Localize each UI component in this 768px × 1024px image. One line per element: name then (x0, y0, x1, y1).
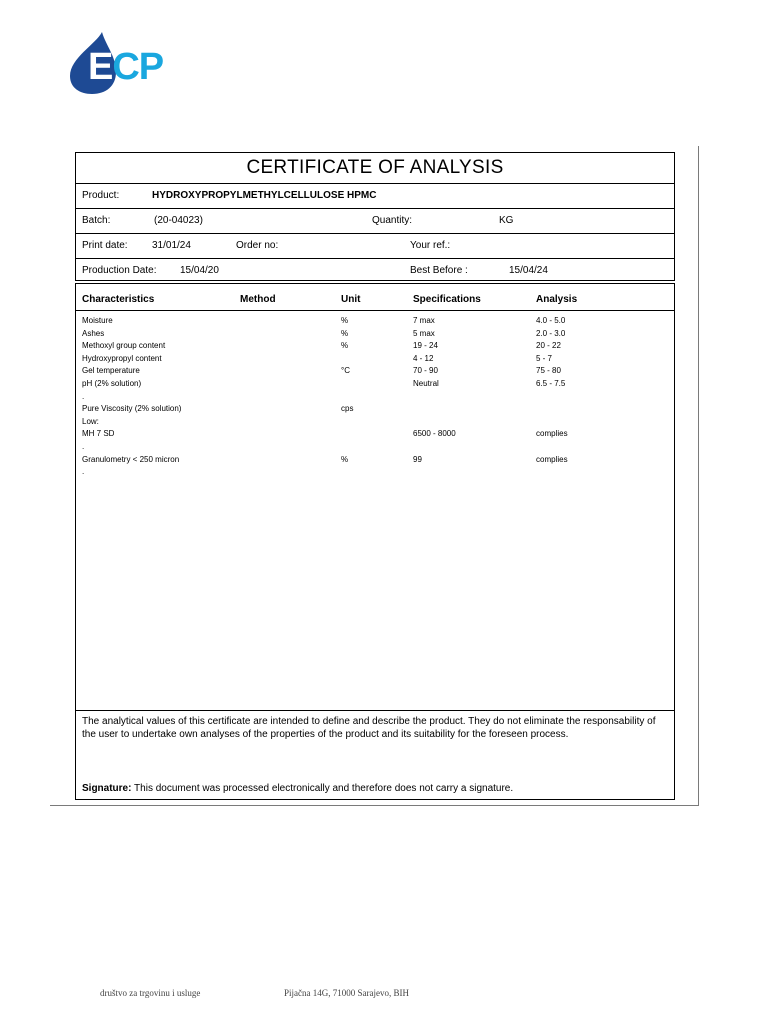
page-frame-right (698, 146, 699, 806)
cell-characteristic: . (82, 391, 85, 401)
col-header-analysis: Analysis (536, 294, 578, 305)
cell-analysis: 2.0 - 3.0 (536, 328, 566, 338)
table-row (76, 428, 674, 441)
cell-specification: 19 - 24 (413, 341, 438, 351)
cell-characteristic: . (82, 467, 85, 477)
cell-characteristic: Hydroxypropyl content (82, 353, 162, 363)
cell-analysis: 4.0 - 5.0 (536, 316, 566, 325)
cell-characteristic: . (82, 441, 85, 451)
cell-specification: 7 max (413, 316, 435, 325)
analysis-table-box (75, 283, 675, 711)
col-header-unit: Unit (341, 294, 361, 305)
order-no-label: Order no: (236, 240, 279, 251)
cell-characteristic: Ashes (82, 328, 105, 338)
certificate-title: CERTIFICATE OF ANALYSIS (76, 153, 674, 184)
cell-characteristic: Granulometry < 250 micron (82, 454, 180, 464)
cell-unit: % (341, 328, 349, 338)
best-before-label: Best Before : (410, 265, 468, 276)
cell-unit: % (341, 316, 349, 325)
logo-wordmark: ECP (88, 46, 164, 88)
cell-analysis: complies (536, 429, 568, 439)
cell-analysis: complies (536, 454, 568, 464)
table-row (76, 403, 674, 416)
cell-specification: 70 - 90 (413, 366, 438, 376)
quantity-value: KG (499, 215, 514, 226)
table-row (76, 416, 674, 429)
cell-analysis: 20 - 22 (536, 341, 561, 351)
table-row (76, 466, 674, 479)
cell-characteristic: Gel temperature (82, 366, 140, 376)
print-date-row (76, 234, 674, 259)
table-row (76, 441, 674, 454)
product-row (76, 184, 674, 209)
table-header-row (76, 284, 674, 311)
cell-analysis: 6.5 - 7.5 (536, 378, 566, 388)
batch-row (76, 209, 674, 234)
signature-label: Signature: (82, 783, 132, 794)
cell-specification: 5 max (413, 328, 435, 338)
disclaimer-text: The analytical values of this certificate are intended to define and describe the product. They do not eliminate the responsability of the user to undertake own analyses of the properties of the product and its suitability for the foreseen process. (82, 716, 656, 740)
cell-analysis: 75 - 80 (536, 366, 561, 376)
table-body (76, 311, 674, 479)
cell-specification: 99 (413, 454, 422, 464)
quantity-label: Quantity: (372, 215, 413, 226)
best-before-value: 15/04/24 (509, 265, 548, 276)
table-row (76, 315, 674, 328)
col-header-characteristics: Characteristics (82, 294, 155, 305)
cell-unit: cps (341, 404, 354, 414)
table-row (76, 454, 674, 467)
cell-analysis: 5 - 7 (536, 353, 553, 363)
table-row (76, 391, 674, 404)
table-row (76, 340, 674, 353)
cell-characteristic: pH (2% solution) (82, 378, 142, 388)
cell-specification: Neutral (413, 378, 439, 388)
your-ref-label: Your ref.: (410, 240, 451, 251)
cell-unit: % (341, 341, 349, 351)
cell-specification: 6500 - 8000 (413, 429, 456, 439)
certificate-header-box (75, 152, 675, 281)
cell-characteristic: Moisture (82, 316, 113, 325)
production-date-value: 15/04/20 (180, 265, 219, 276)
cell-unit: % (341, 454, 349, 464)
production-date-label: Production Date: (82, 265, 157, 276)
footer-address: Pijačna 14G, 71000 Sarajevo, BIH (284, 988, 409, 998)
col-header-specifications: Specifications (413, 294, 481, 305)
signature-line (82, 783, 513, 794)
col-header-method: Method (240, 294, 276, 305)
signature-text: This document was processed electronically and therefore does not carry a signature. (131, 783, 514, 794)
footer-company: društvo za trgovinu i usluge (100, 988, 201, 998)
table-row (76, 365, 674, 378)
print-date-label: Print date: (82, 240, 128, 251)
batch-value: (20-04023) (154, 215, 203, 226)
notes-box (75, 710, 675, 800)
cell-characteristic: Low: (82, 416, 99, 426)
page-frame-bottom (50, 805, 699, 806)
batch-label: Batch: (82, 215, 111, 226)
cell-characteristic: Methoxyl group content (82, 341, 166, 351)
print-date-value: 31/01/24 (152, 240, 191, 251)
cell-specification: 4 - 12 (413, 353, 434, 363)
product-label: Product: (82, 190, 120, 201)
production-date-row (76, 259, 674, 283)
table-row (76, 378, 674, 391)
cell-unit: °C (341, 366, 350, 376)
table-row (76, 353, 674, 366)
cell-characteristic: MH 7 SD (82, 429, 115, 439)
cell-characteristic: Pure Viscosity (2% solution) (82, 404, 182, 414)
product-value: HYDROXYPROPYLMETHYLCELLULOSE HPMC (152, 190, 377, 201)
table-row (76, 328, 674, 341)
